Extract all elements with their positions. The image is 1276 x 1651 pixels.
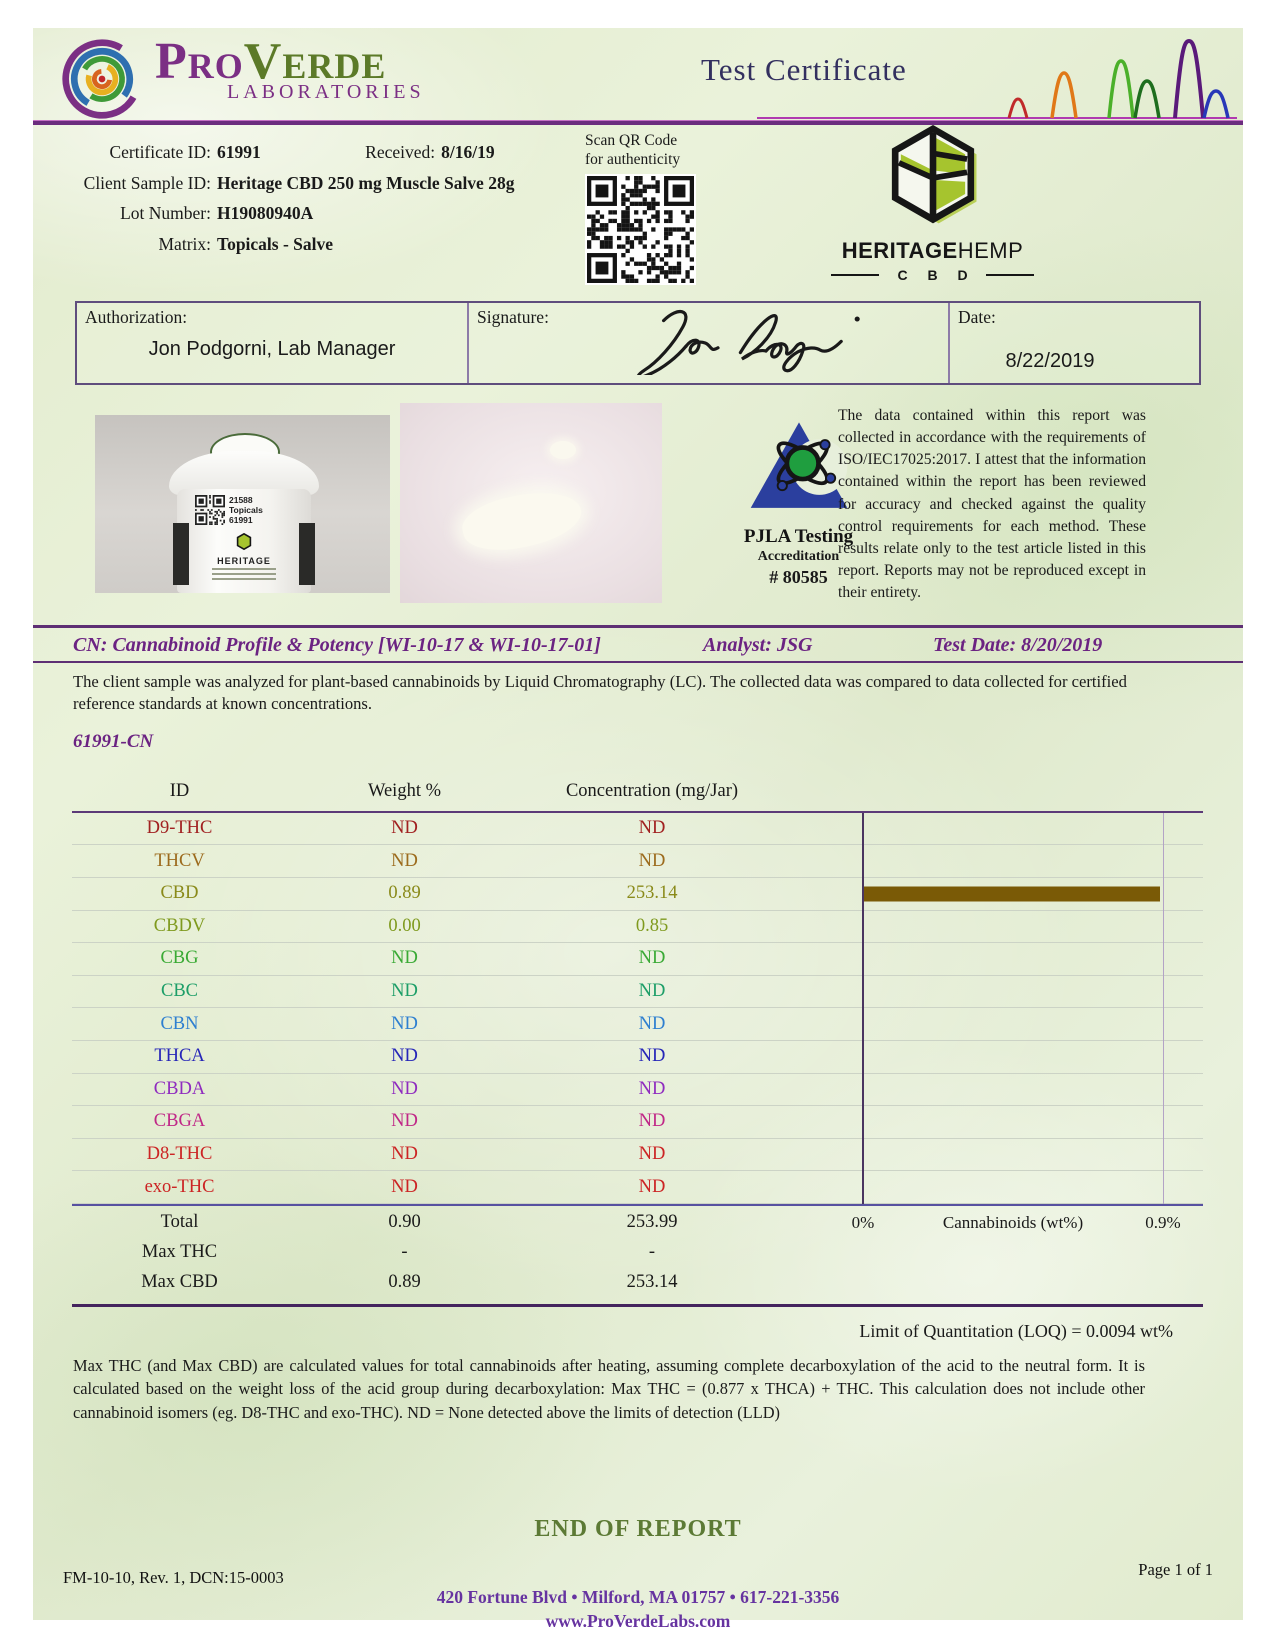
total-weight: 0.90: [388, 1212, 421, 1233]
row-id: CBD: [160, 883, 199, 904]
max-thc-weight: -: [401, 1242, 408, 1263]
end-of-report: END OF REPORT: [534, 1515, 742, 1542]
max-cbd-concentration: 253.14: [626, 1272, 678, 1293]
sample-smear-photo: [400, 403, 662, 603]
chart-axis-max: 0.9%: [1145, 1212, 1181, 1232]
jar-label-lines: [212, 568, 276, 582]
row-id: CBDA: [153, 1078, 206, 1099]
jar-body: [177, 489, 311, 593]
lot-number-row: [33, 198, 514, 229]
row-chart-cell: [782, 1074, 1203, 1106]
brand-pro: Pro: [155, 33, 244, 90]
row-chart-cell: [782, 1139, 1203, 1171]
pjla-number: # 80585: [769, 567, 828, 587]
section-divider-bottom: [33, 661, 1243, 663]
qr-block: [585, 131, 710, 290]
certificate-id-label: Certificate ID:: [109, 142, 211, 162]
date-label: Date:: [958, 307, 996, 327]
brand-sub: LABORATORIES: [227, 81, 425, 103]
table-row: [72, 943, 1203, 976]
row-concentration: ND: [638, 1111, 666, 1132]
matrix-value: Topicals - Salve: [217, 233, 334, 254]
salve-sample-blob: [458, 483, 586, 559]
max-thc-label: Max THC: [141, 1242, 218, 1263]
chromatogram-graphic: [757, 33, 1237, 121]
table-row: [72, 813, 1203, 846]
table-row: [72, 845, 1203, 878]
authorization-table: [75, 301, 1201, 385]
spiral-logo-icon: [59, 36, 145, 122]
row-chart-cell: [782, 1106, 1203, 1138]
qr-caption-line1: Scan QR Code: [585, 132, 678, 149]
row-id: THCV: [154, 850, 205, 871]
row-chart-cell: [782, 1008, 1203, 1040]
brand-verde: Verde: [243, 33, 387, 90]
client-sample-id-row: [33, 168, 514, 199]
lot-number-value: H19080940A: [217, 203, 314, 223]
row-weight: 0.89: [388, 883, 421, 904]
jar-brand-block: [177, 533, 311, 582]
row-concentration: ND: [638, 948, 666, 969]
hemp-light: HEMP: [957, 238, 1024, 263]
date-value: 8/22/2019: [1005, 350, 1095, 372]
row-concentration: ND: [638, 1078, 666, 1099]
row-weight: ND: [391, 1111, 418, 1132]
max-cbd-label: Max CBD: [141, 1272, 218, 1293]
received-value: 8/16/19: [441, 142, 495, 162]
lab-address: 420 Fortune Blvd • Milford, MA 01757 • 617-221-3356: [436, 1586, 840, 1607]
row-concentration: ND: [638, 981, 666, 1002]
section-analyst: Analyst: JSG: [703, 634, 813, 656]
cbd-line-right: [986, 274, 1034, 276]
signature-graphic: [589, 303, 919, 375]
table-summary: [72, 1204, 1203, 1307]
row-chart-cell: [782, 943, 1203, 975]
sample-photos-section: [33, 399, 1243, 617]
total-row: [72, 1208, 1203, 1238]
calculation-notes: Max THC (and Max CBD) are calculated values for total cannabinoids after heating, assuming complete decarboxylation of the acid to the neutral form. It is calculated based on the weight loss of the acid group during decarboxylation: Max THC = (0.877 x THCA) + THC. This calculation does not include other cannabinoid isomers (eg. D8-THC and exo-THC). ND = None detected above the limits of detection (LLD): [73, 1355, 1145, 1422]
certificate-content: [33, 28, 1243, 1631]
proverde-logo: [59, 33, 425, 122]
row-concentration: ND: [638, 1013, 666, 1034]
signature-label: Signature:: [477, 307, 549, 327]
table-body: [72, 813, 1203, 1204]
cbd-subtitle: [805, 267, 1060, 283]
row-id: CBG: [160, 948, 199, 969]
chart-axis-min: 0%: [851, 1212, 875, 1232]
pjla-sub: Accreditation: [757, 549, 840, 564]
loq-statement: Limit of Quantitation (LOQ) = 0.0094 wt%: [859, 1320, 1173, 1341]
row-concentration: ND: [638, 850, 666, 871]
chart-left-axis: [862, 813, 864, 1204]
signature-cell: [469, 303, 950, 383]
row-concentration: ND: [638, 1046, 666, 1067]
table-row: [72, 911, 1203, 944]
jar-sticker-code: 21588: [229, 495, 253, 505]
chart-axis-title: Cannabinoids (wt%): [942, 1212, 1084, 1232]
row-weight: ND: [391, 1078, 418, 1099]
cannabinoid-table: [72, 773, 1203, 1307]
report-header: [33, 28, 1243, 125]
jar-brand-name: HERITAGE: [217, 556, 271, 566]
row-id: THCA: [154, 1046, 205, 1067]
sample-info-fields: [33, 137, 514, 259]
row-weight: ND: [391, 818, 418, 839]
table-row: [72, 1074, 1203, 1107]
section-header: [33, 628, 1243, 661]
heritage-hemp-wordmark: [805, 238, 1060, 264]
header-concentration: Concentration (mg/Jar): [565, 781, 739, 802]
authorization-name: Jon Podgorni, Lab Manager: [148, 338, 396, 360]
row-weight: ND: [391, 850, 418, 871]
row-chart-cell: [782, 845, 1203, 877]
section-test-date: Test Date: 8/20/2019: [933, 634, 1103, 656]
row-concentration: 0.85: [635, 915, 669, 936]
authorization-cell: [77, 303, 469, 383]
row-id: D8-THC: [146, 1144, 213, 1165]
row-id: CBDV: [153, 915, 206, 936]
total-concentration: 253.99: [626, 1212, 678, 1233]
authorization-label: Authorization:: [85, 307, 188, 327]
chart-bar: [863, 886, 1160, 901]
max-thc-concentration: -: [648, 1242, 656, 1263]
qr-code: [585, 174, 696, 285]
row-chart-cell: [782, 1041, 1203, 1073]
heritage-bold: HERITAGE: [841, 238, 958, 263]
row-weight: ND: [391, 1176, 418, 1197]
qr-caption-line2: for authenticity: [585, 151, 681, 168]
lab-website: www.ProVerdeLabs.com: [545, 1610, 731, 1631]
salve-sample-blob-small: [550, 441, 576, 459]
row-chart-cell: [782, 878, 1203, 910]
jar-hex-icon: [236, 533, 252, 551]
row-chart-cell: [782, 911, 1203, 943]
row-id: CBGA: [153, 1111, 206, 1132]
pjla-name: PJLA Testing: [743, 526, 854, 547]
matrix-row: [33, 229, 514, 260]
max-cbd-row: [72, 1268, 1203, 1298]
proverde-wordmark: [155, 33, 425, 103]
table-row: [72, 1171, 1203, 1204]
lot-number-label: Lot Number:: [120, 203, 211, 223]
jar-sticker-text: [229, 495, 263, 525]
header-weight: Weight %: [367, 781, 441, 802]
method-description: The client sample was analyzed for plant-based cannabinoids by Liquid Chromatography (LC). The collected data was compared to data collected for certified reference standards at known concentrations.: [73, 672, 1127, 713]
table-row: [72, 976, 1203, 1009]
heritage-hemp-logo: [805, 125, 1060, 283]
chart-axis-labels: [782, 1208, 1203, 1238]
row-weight: ND: [391, 1046, 418, 1067]
table-row: [72, 1139, 1203, 1172]
heritage-hemp-logo-icon: [885, 125, 981, 229]
row-id: CBC: [160, 981, 199, 1002]
client-sample-id-value: Heritage CBD 250 mg Muscle Salve 28g: [217, 172, 515, 193]
row-weight: ND: [391, 981, 418, 1002]
date-cell: [950, 303, 1150, 383]
table-row: [72, 1008, 1203, 1041]
row-concentration: ND: [638, 818, 666, 839]
row-weight: ND: [391, 1144, 418, 1165]
row-id: CBN: [160, 1013, 199, 1034]
jar-sticker: [195, 495, 263, 525]
received-label: Received:: [365, 142, 436, 162]
form-number: FM-10-10, Rev. 1, DCN:15-0003: [63, 1568, 284, 1587]
row-concentration: ND: [638, 1144, 666, 1165]
row-id: D9-THC: [146, 818, 213, 839]
chart-right-axis: [1163, 813, 1164, 1204]
table-row: [72, 878, 1203, 911]
cbd-text: C B D: [897, 267, 976, 283]
sample-info-section: [33, 125, 1243, 293]
row-id: exo-THC: [144, 1176, 215, 1197]
client-sample-id-label: Client Sample ID:: [83, 172, 211, 193]
section-title: CN: Cannabinoid Profile & Potency [WI-10-17 & WI-10-17-01]: [73, 634, 601, 656]
jar-qr-code: [195, 495, 225, 525]
cbd-line-left: [831, 274, 879, 276]
matrix-label: Matrix:: [158, 233, 211, 254]
jar-graphic: [165, 429, 323, 593]
page-title: Test Certificate: [701, 52, 907, 87]
sample-code: 61991-CN: [73, 730, 154, 752]
certificate-id-row: [33, 137, 514, 168]
table-row: [72, 1041, 1203, 1074]
certificate-id-value: 61991: [217, 142, 261, 162]
table-row: [72, 1106, 1203, 1139]
row-concentration: 253.14: [626, 883, 678, 904]
attestation-paragraph: The data contained within this report was collected in accordance with the requirements of ISO/IEC17025:2017. I attest that the information contained within the report has been reviewed for accuracy and checked against the quality control requirements for each method. These results relate only to the test article listed in this report. Reports may not be reproduced except in their entirety.: [838, 407, 1146, 602]
page-number: Page 1 of 1: [1138, 1560, 1213, 1579]
row-weight: 0.00: [388, 915, 421, 936]
table-header-row: [72, 773, 1203, 813]
row-chart-cell: [782, 813, 1203, 845]
total-label: Total: [160, 1212, 199, 1233]
row-chart-cell: [782, 976, 1203, 1008]
sample-jar-photo: [95, 415, 390, 593]
jar-sticker-matrix: Topicals: [229, 505, 263, 515]
header-id: ID: [169, 781, 190, 802]
row-weight: ND: [391, 948, 418, 969]
max-thc-row: [72, 1238, 1203, 1268]
row-chart-cell: [782, 1171, 1203, 1203]
row-concentration: ND: [638, 1176, 666, 1197]
row-weight: ND: [391, 1013, 418, 1034]
jar-sticker-id: 61991: [229, 515, 253, 525]
max-cbd-weight: 0.89: [388, 1272, 421, 1293]
